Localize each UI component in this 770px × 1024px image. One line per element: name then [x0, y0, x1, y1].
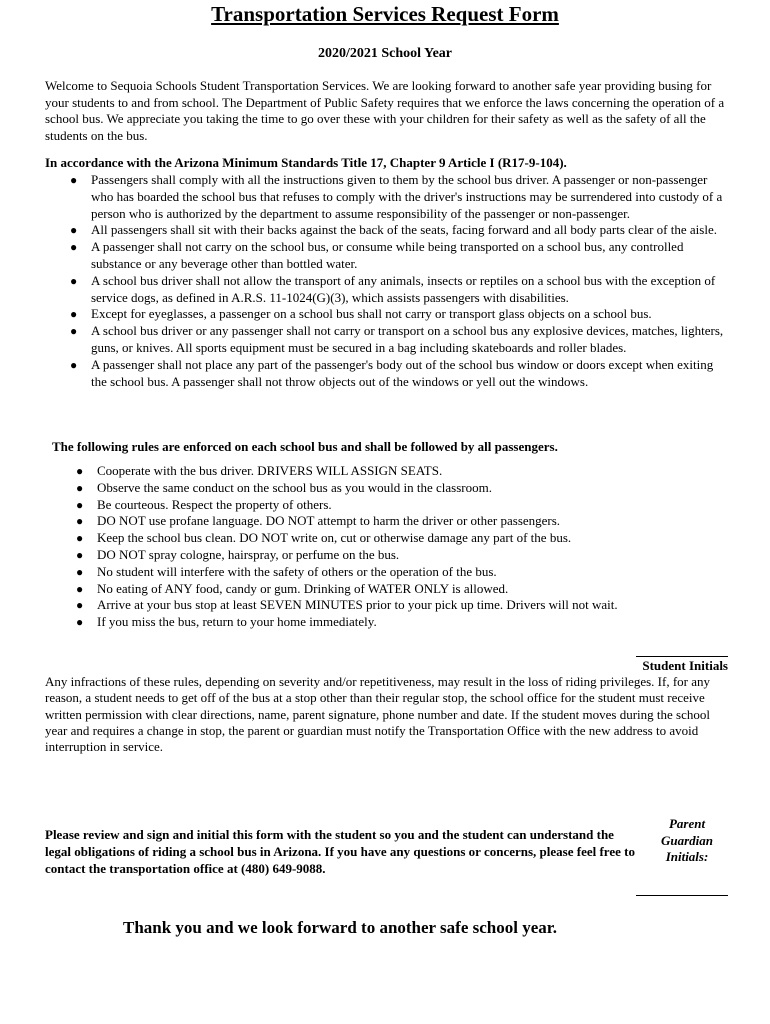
- list-item: ● DO NOT spray cologne, hairspray, or perfume on the bus.: [76, 546, 400, 562]
- arizona-standards-heading: In accordance with the Arizona Minimum Standards Title 17, Chapter 9 Article I (R17-9-104).: [45, 155, 567, 170]
- bullet-icon: ●: [70, 240, 78, 255]
- form-title: Transportation Services Request Form: [211, 2, 559, 26]
- guardian-label-line-1: Parent: [668, 816, 706, 831]
- list-item: ● No eating of ANY food, candy or gum. Drinking of WATER ONLY is allowed.: [76, 580, 509, 596]
- bullet-icon: ●: [70, 324, 78, 339]
- closing-message: Thank you and we look forward to another safe school year.: [122, 918, 557, 937]
- bus-rules-heading: The following rules are enforced on each school bus and shall be followed by all passengers.: [52, 439, 558, 454]
- list-item: ● Except for eyeglasses, a passenger on a school bus shall not carry or transport glass objects on a school bus.: [70, 306, 652, 322]
- bullet-icon: ●: [76, 514, 84, 529]
- bullet-icon: ●: [76, 581, 84, 596]
- bullet-icon: ●: [70, 173, 78, 187]
- parent-guardian-initials-label: [645, 816, 729, 866]
- list-item: ● Observe the same conduct on the school bus as you would in the classroom.: [76, 479, 492, 495]
- bullet-icon: ●: [76, 480, 84, 495]
- bullet-icon: ●: [76, 615, 84, 630]
- bus-rules-list: [76, 463, 627, 631]
- review-paragraph: Please review and sign and initial this form with the student so you and the student can understand the legal obligations of riding a school bus in Arizona. If you have any questions or concerns, please feel free to contact the transportation office at (480) 649-9088.: [45, 827, 635, 876]
- list-item: ● A passenger shall not place any part of the passenger's body out of the school bus window or doors except when exiting the school bus. A passenger shall not throw objects out of the windows or yell out the windows.: [70, 356, 714, 389]
- list-item: ● Keep the school bus clean. DO NOT write on, cut or otherwise damage any part of the bus.: [76, 530, 572, 546]
- list-item: ● If you miss the bus, return to your home immediately.: [76, 614, 377, 630]
- intro-paragraph: Welcome to Sequoia Schools Student Transportation Services. We are looking forward to another safe year providing busing for your students to and from school. The Department of Public Safety requires that we enforce the laws concerning the operation of a school bus. We appreciate you taking the time to go over these with your children for their safety as well as the safety of all the students on the bus.: [45, 78, 725, 143]
- list-item: ● All passengers shall sit with their backs against the back of the seats, facing forward and all body parts clear of the aisle.: [70, 222, 717, 238]
- list-item: ● A passenger shall not carry on the school bus, or consume while being transported on a school bus, any controlled substance or any beverage other than bottled water.: [70, 239, 684, 271]
- list-item: ● A school bus driver or any passenger shall not carry or transport on a school bus any explosive devices, matches, lighters, guns, or knives. All sports equipment must be secured in a bag including skateboards and roller blades.: [70, 323, 724, 355]
- student-initials-field[interactable]: [636, 656, 728, 657]
- bullet-icon: ●: [76, 564, 84, 579]
- guardian-label-line-2: Guardian: [660, 832, 714, 848]
- list-item: ● Be courteous. Respect the property of others.: [76, 496, 332, 512]
- parent-guardian-initials-field[interactable]: [636, 895, 728, 896]
- list-item: ● Cooperate with the bus driver. DRIVERS WILL ASSIGN SEATS.: [76, 463, 443, 478]
- list-item: ● DO NOT use profane language. DO NOT attempt to harm the driver or other passengers.: [76, 513, 561, 529]
- bullet-icon: ●: [76, 464, 84, 478]
- bullet-icon: ●: [70, 273, 78, 288]
- bullet-icon: ●: [76, 531, 84, 546]
- bullet-icon: ●: [70, 223, 78, 238]
- bullet-icon: ●: [70, 307, 78, 322]
- list-item: ● No student will interfere with the safety of others or the operation of the bus.: [76, 563, 497, 579]
- infractions-paragraph: Any infractions of these rules, depending on severity and/or repetitiveness, may result in the loss of riding privileges. If, for any reason, a student needs to get off of the bus at a stop other than their regular stop, the school office for the student must receive written permission with clear directions, name, parent signature, phone number and date. If the student moves during the school year and requires a change in stop, the parent or guardian must notify the Transportation Office with the new address to avoid interruption in service.: [45, 674, 710, 755]
- list-item: ● Arrive at your bus stop at least SEVEN MINUTES prior to your pick up time. Drivers will not wait.: [76, 597, 618, 613]
- bullet-icon: ●: [76, 497, 84, 512]
- arizona-standards-list: [70, 172, 727, 390]
- list-item: ● A school bus driver shall not allow the transport of any animals, insects or reptiles on a school bus with the exception of service dogs, as defined in A.R.S. 11-1024(G)(3), which assists passengers with disabilities.: [70, 272, 716, 305]
- bullet-icon: ●: [70, 357, 78, 372]
- student-initials-label: Student Initials: [642, 658, 728, 673]
- bullet-icon: ●: [76, 547, 84, 562]
- list-item: ● Passengers shall comply with all the instructions given to them by the school bus driver. A passenger or non-passenger who has boarded the school bus that refuses to comply with the driver's instructions may be surrendered into custody of a person who is authorized by the department to assume responsibility of the passenger or non-passenger.: [70, 172, 723, 221]
- guardian-label-line-3: Initials:: [665, 849, 709, 864]
- school-year: 2020/2021 School Year: [317, 46, 453, 61]
- bullet-icon: ●: [76, 598, 84, 613]
